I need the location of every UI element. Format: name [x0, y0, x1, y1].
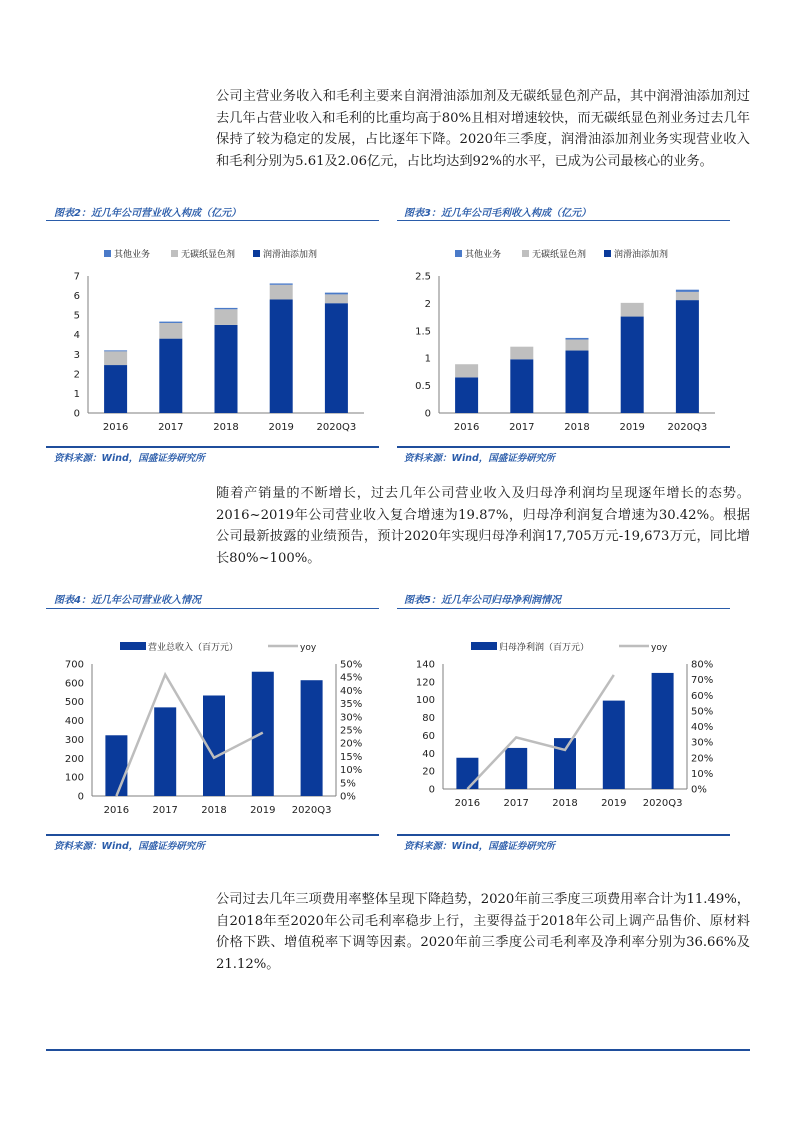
x-tick-label: 2019	[619, 422, 645, 433]
y2-tick-label: 45%	[340, 672, 363, 684]
bar-segment	[676, 300, 699, 413]
y-tick-label: 100	[415, 695, 435, 707]
y-tick-label: 0.5	[415, 381, 431, 393]
bar-segment	[510, 359, 533, 413]
bar	[105, 735, 127, 796]
bar-segment	[270, 285, 293, 300]
bar	[154, 707, 176, 796]
bar-segment	[270, 283, 293, 284]
legend-swatch	[522, 250, 529, 257]
fig2-bottom-rule	[46, 446, 379, 448]
bar	[652, 673, 674, 789]
y-tick-label: 200	[64, 753, 84, 765]
chart-fig3-svg	[397, 236, 730, 441]
y2-tick-label: 25%	[340, 725, 363, 737]
y2-tick-label: 70%	[691, 675, 714, 687]
x-tick-label: 2018	[564, 422, 590, 433]
y-tick-label: 6	[73, 291, 80, 303]
y2-tick-label: 40%	[691, 722, 714, 733]
fig5-source: 资料来源：Wind，国盛证券研究所	[404, 841, 555, 852]
bar-segment	[159, 323, 182, 339]
x-tick-label: 2018	[213, 422, 239, 433]
y2-tick-label: 30%	[340, 712, 363, 724]
fig4-top-rule	[46, 608, 379, 609]
chart-fig2-svg	[46, 236, 379, 441]
y2-tick-label: 0%	[691, 784, 707, 796]
fig2-top-rule	[46, 220, 379, 221]
legend-label: 无碳纸显色剂	[532, 250, 587, 260]
y-tick-label: 20	[422, 766, 435, 778]
y2-tick-label: 40%	[340, 685, 363, 697]
fig2-source: 资料来源：Wind，国盛证券研究所	[54, 453, 205, 464]
y-tick-label: 7	[73, 271, 80, 283]
x-tick-label: 2017	[158, 422, 184, 433]
bar-segment	[325, 294, 348, 303]
y2-tick-label: 60%	[691, 690, 714, 702]
y-tick-label: 0	[428, 784, 435, 796]
chart-fig5	[397, 632, 730, 824]
x-tick-label: 2020Q3	[642, 798, 683, 809]
chart-fig4	[46, 632, 379, 824]
fig3-top-rule	[397, 220, 730, 221]
bar-segment	[676, 290, 699, 292]
y-tick-label: 0	[73, 408, 80, 420]
bar	[554, 738, 576, 789]
y-tick-label: 300	[64, 734, 84, 746]
chart-fig2	[46, 236, 379, 441]
yoy-line	[116, 675, 262, 796]
legend-bar-swatch	[471, 642, 497, 650]
x-tick-label: 2017	[152, 805, 178, 816]
y-tick-label: 1	[73, 388, 80, 400]
y-tick-label: 2	[424, 298, 431, 310]
legend-swatch	[604, 250, 611, 257]
chart-fig4-svg	[46, 632, 379, 824]
y2-tick-label: 10%	[340, 765, 363, 777]
y-tick-label: 4	[73, 330, 80, 342]
fig4-title: 图表4：近几年公司营业收入情况	[54, 595, 201, 606]
fig4-bottom-rule	[46, 834, 379, 836]
legend-swatch	[104, 250, 111, 257]
x-tick-label: 2017	[503, 798, 529, 809]
x-tick-label: 2019	[268, 422, 294, 433]
footer-rule	[46, 1049, 750, 1051]
y-tick-label: 5	[73, 310, 80, 322]
legend-label: 润滑油添加剂	[263, 250, 318, 260]
y-tick-label: 1.5	[415, 326, 431, 338]
x-tick-label: 2017	[509, 422, 535, 433]
y-tick-label: 2.5	[415, 271, 431, 283]
x-tick-label: 2020Q3	[667, 422, 708, 433]
y-tick-label: 100	[64, 772, 84, 784]
bar-segment	[566, 351, 589, 413]
bar-segment	[676, 292, 699, 300]
y2-tick-label: 15%	[340, 751, 363, 763]
y-tick-label: 600	[64, 678, 84, 690]
fig5-title: 图表5：近几年公司归母净利润情况	[404, 595, 561, 606]
fig5-bottom-rule	[397, 834, 730, 836]
legend-bar-swatch	[120, 642, 146, 650]
y2-tick-label: 80%	[691, 659, 714, 671]
bar-segment	[215, 309, 238, 325]
y-tick-label: 1	[424, 353, 431, 365]
legend-swatch	[253, 250, 260, 257]
y2-tick-label: 20%	[691, 753, 714, 765]
y2-tick-label: 0%	[340, 791, 356, 803]
y2-tick-label: 35%	[340, 699, 363, 711]
bar-segment	[159, 322, 182, 323]
y-tick-label: 3	[73, 349, 80, 361]
bar-segment	[566, 340, 589, 351]
legend-bar-label: 营业总收入（百万元）	[148, 643, 239, 653]
legend-label: 其他业务	[465, 250, 502, 260]
y-tick-label: 700	[64, 659, 84, 671]
x-tick-label: 2016	[454, 798, 481, 809]
yoy-line	[467, 675, 613, 789]
bar-segment	[621, 303, 644, 317]
bar-segment	[325, 293, 348, 295]
y-tick-label: 400	[64, 716, 84, 728]
x-tick-label: 2016	[453, 422, 480, 433]
chart-fig5-svg	[397, 632, 730, 824]
y-tick-label: 0	[424, 408, 431, 420]
y-tick-label: 0	[77, 791, 84, 803]
fig4-source: 资料来源：Wind，国盛证券研究所	[54, 841, 205, 852]
bar-segment	[455, 364, 478, 377]
bar-segment	[621, 317, 644, 413]
growth-paragraph: 随着产销量的不断增长，过去几年公司营业收入及归母净利润均呈现逐年增长的态势。2016~2019年公司营业收入复合增速为19.87%，归母净利润复合增速为30.42%。根据公司最新披露的业绩预告，预计2020年实现归母净利润17,705万元-19,673万元，同比增长80%~100%。	[216, 486, 750, 566]
legend-swatch	[171, 250, 178, 257]
legend-bar-label: 归母净利润（百万元）	[499, 643, 590, 653]
x-tick-label: 2019	[601, 798, 627, 809]
bar-segment	[566, 338, 589, 340]
bar-segment	[510, 347, 533, 360]
y-tick-label: 80	[422, 713, 435, 725]
bar-segment	[104, 350, 127, 351]
x-tick-label: 2020Q3	[316, 422, 357, 433]
bar	[603, 701, 625, 789]
x-tick-label: 2018	[552, 798, 578, 809]
y-tick-label: 120	[415, 677, 435, 689]
bar-segment	[270, 299, 293, 413]
bar-segment	[104, 351, 127, 365]
bar	[301, 680, 323, 796]
intro-paragraph: 公司主营业务收入和毛利主要来自润滑油添加剂及无碳纸显色剂产品，其中润滑油添加剂过去几年占营业收入和毛利的比重均高于80%且相对增速较快，而无碳纸显色剂业务过去几年保持了较为稳定的发展，占比逐年下降。2020年三季度，润滑油添加剂业务实现营业收入和毛利分别为5.61及2.06亿元，占比均达到92%的水平，已成为公司最核心的业务。	[216, 89, 750, 169]
fig3-title: 图表3：近几年公司毛利收入构成（亿元）	[404, 208, 591, 219]
x-tick-label: 2018	[201, 805, 227, 816]
bar-segment	[104, 365, 127, 413]
y2-tick-label: 50%	[340, 659, 363, 671]
bar	[505, 748, 527, 789]
y-tick-label: 500	[64, 697, 84, 709]
bar-segment	[325, 303, 348, 413]
fig5-top-rule	[397, 608, 730, 609]
y2-tick-label: 20%	[340, 738, 363, 750]
y2-tick-label: 30%	[691, 737, 714, 749]
y2-tick-label: 10%	[691, 768, 714, 780]
y-tick-label: 2	[73, 369, 80, 381]
fig2-title: 图表2：近几年公司营业收入构成（亿元）	[54, 208, 241, 219]
x-tick-label: 2019	[250, 805, 276, 816]
bar-segment	[215, 308, 238, 309]
legend-label: 无碳纸显色剂	[181, 250, 236, 260]
bar	[456, 758, 478, 789]
y-tick-label: 40	[422, 748, 435, 760]
y2-tick-label: 50%	[691, 706, 714, 718]
legend-label: 润滑油添加剂	[614, 250, 669, 260]
expense-paragraph: 公司过去几年三项费用率整体呈现下降趋势，2020年前三季度三项费用率合计为11.49%，自2018年至2020年公司毛利率稳步上行，主要得益于2018年公司上调产品售价、原材料价格下跌、增值税率下调等因素。2020年前三季度公司毛利率及净利率分别为36.66%及21.12%。	[216, 892, 750, 972]
bar-segment	[215, 325, 238, 413]
fig3-source: 资料来源：Wind，国盛证券研究所	[404, 453, 555, 464]
legend-swatch	[455, 250, 462, 257]
legend-line-label: yoy	[300, 643, 317, 653]
bar-segment	[159, 339, 182, 413]
fig3-bottom-rule	[397, 446, 730, 448]
legend-line-label: yoy	[651, 643, 668, 653]
y-tick-label: 60	[422, 730, 435, 742]
legend-label: 其他业务	[114, 250, 151, 260]
x-tick-label: 2016	[103, 805, 130, 816]
y2-tick-label: 5%	[340, 778, 356, 790]
x-tick-label: 2020Q3	[291, 805, 332, 816]
x-tick-label: 2016	[102, 422, 129, 433]
chart-fig3	[397, 236, 730, 441]
bar-segment	[455, 377, 478, 413]
y-tick-label: 140	[415, 659, 435, 671]
